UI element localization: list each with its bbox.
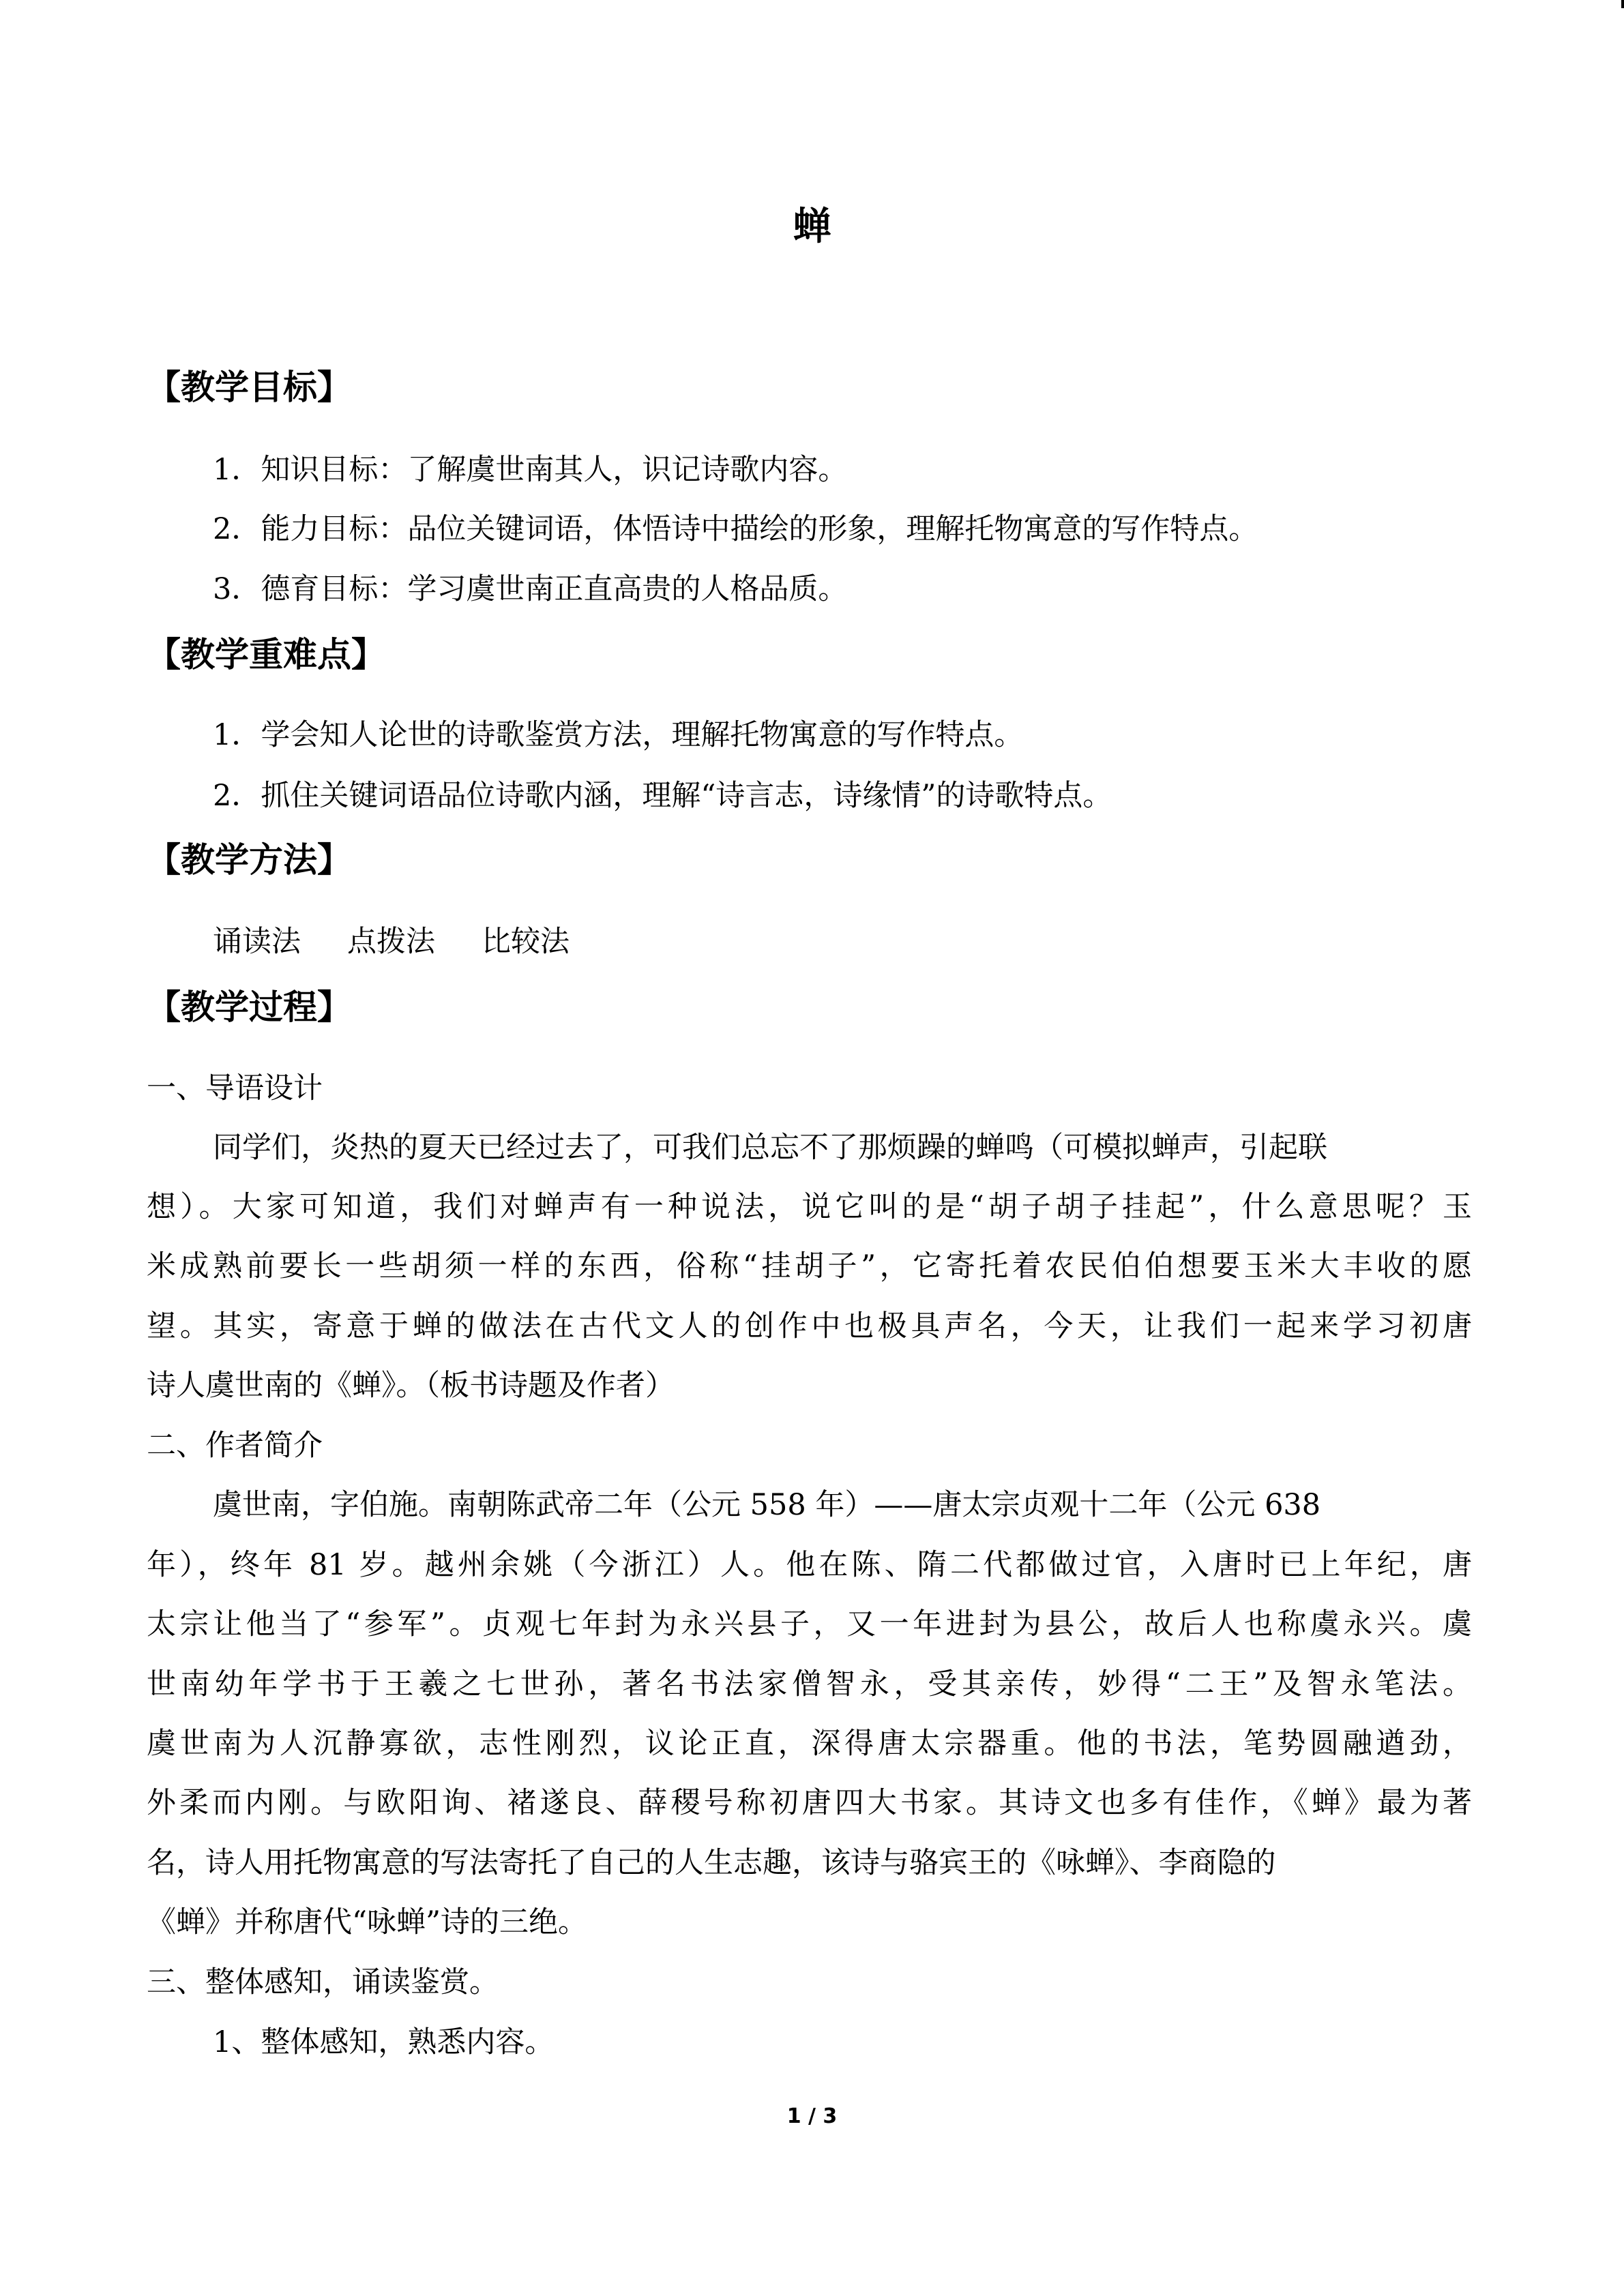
paragraph-line: 想）。大家可知道，我们对蝉声有一种说法，说它叫的是“胡子胡子挂起”，什么意思呢？玉	[147, 1190, 1472, 1224]
heading-teaching-methods: 【教学方法】	[147, 840, 351, 880]
paragraph-line: 诗人虞世南的《蝉》。（板书诗题及作者）	[147, 1369, 675, 1403]
paragraph-line: 米成熟前要长一些胡须一样的东西，俗称“挂胡子”，它寄托着农民伯伯想要玉米大丰收的愿	[147, 1249, 1472, 1283]
heading-key-difficulties: 【教学重难点】	[147, 635, 385, 674]
method-item: 诵读法	[213, 925, 301, 959]
goal-item: 3．德育目标：学习虞世南正直高贵的人格品质。	[213, 572, 848, 606]
paragraph-line: 太宗让他当了“参军”。贞观七年封为永兴县子，又一年进封为县公，故后人也称虞永兴。虞	[147, 1607, 1472, 1641]
paragraph-line: 虞世南，字伯施。南朝陈武帝二年（公元 558 年）——唐太宗贞观十二年（公元 638	[213, 1488, 1321, 1522]
paragraph-line: 《蝉》并称唐代“咏蝉”诗的三绝。	[147, 1905, 587, 1939]
goal-item: 2．能力目标：品位关键词语，体悟诗中描绘的形象，理解托物寓意的写作特点。	[213, 512, 1258, 546]
paragraph-line: 虞世南为人沉静寡欲，志性刚烈，议论正直，深得唐太宗器重。他的书法，笔势圆融遒劲，	[147, 1727, 1472, 1761]
methods-list	[213, 927, 616, 957]
sub-item: 1、整体感知，熟悉内容。	[213, 2025, 555, 2059]
page-corner-mark	[1621, 0, 1624, 8]
heading-teaching-process: 【教学过程】	[147, 987, 351, 1027]
page-number: 1 / 3	[786, 2104, 838, 2128]
section-title-author: 二、作者简介	[147, 1429, 323, 1463]
method-item: 点拨法	[347, 925, 435, 959]
section-title-overall: 三、整体感知，诵读鉴赏。	[147, 1965, 499, 1999]
heading-teaching-goals: 【教学目标】	[147, 368, 351, 407]
paragraph-line: 世南幼年学书于王羲之七世孙，著名书法家僧智永，受其亲传，妙得“二王”及智永笔法。	[147, 1667, 1472, 1701]
paragraph-line: 望。其实，寄意于蝉的做法在古代文人的创作中也极具声名，今天，让我们一起来学习初唐	[147, 1309, 1472, 1343]
method-item: 比较法	[482, 925, 570, 959]
difficulty-item: 2．抓住关键词语品位诗歌内涵，理解“诗言志，诗缘情”的诗歌特点。	[213, 779, 1112, 813]
paragraph-line: 外柔而内刚。与欧阳询、褚遂良、薛稷号称初唐四大书家。其诗文也多有佳作，《蝉》最为著	[147, 1786, 1472, 1820]
document-title: 蝉	[793, 205, 831, 249]
goal-item: 1．知识目标：了解虞世南其人，识记诗歌内容。	[213, 453, 848, 487]
paragraph-line: 名，诗人用托物寓意的写法寄托了自己的人生志趣，该诗与骆宾王的《咏蝉》、李商隐的	[147, 1846, 1276, 1880]
difficulty-item: 1．学会知人论世的诗歌鉴赏方法，理解托物寓意的写作特点。	[213, 718, 1024, 752]
paragraph-line: 同学们，炎热的夏天已经过去了，可我们总忘不了那烦躁的蝉鸣（可模拟蝉声，引起联	[213, 1131, 1327, 1165]
section-title-intro: 一、导语设计	[147, 1071, 323, 1105]
paragraph-line: 年），终年 81 岁。越州余姚（今浙江）人。他在陈、隋二代都做过官，入唐时已上年纪，唐	[147, 1548, 1472, 1582]
